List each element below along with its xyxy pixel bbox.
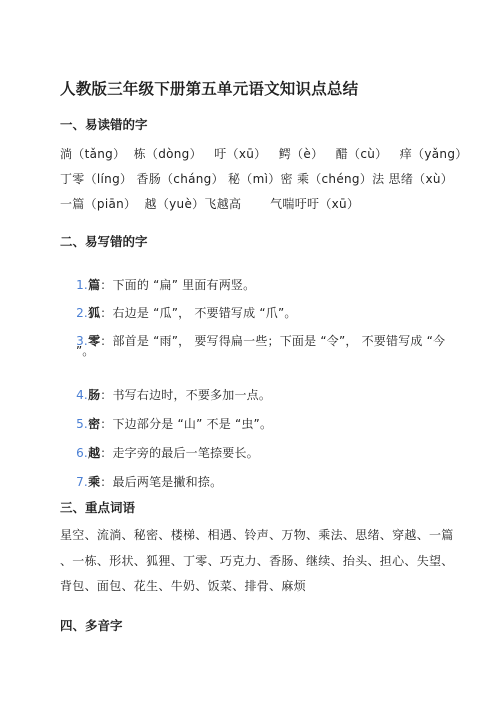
- list-text: ：右边是 “瓜”， 不要错写成 “爪”。: [100, 306, 297, 320]
- word-line: 背包、面包、花生、牛奶、饭菜、排骨、麻烦: [60, 579, 307, 593]
- pinyin-line: 淌（tǎng） 栋（dòng） 吁（xū） 鳄（è） 醋（cù） 痒（yǎng）: [60, 147, 468, 161]
- pinyin-line: 一篇（piān） 越（yuè）飞越高 气喘吁吁（xū）: [60, 197, 360, 211]
- section-heading-polyphones: 四、多音字: [60, 618, 123, 633]
- list-key-char: 篇: [88, 278, 101, 292]
- list-text: ：下面的 “扁” 里面有两竖。: [100, 278, 256, 292]
- section-heading-misread: 一、易读错的字: [60, 117, 148, 132]
- list-number: 6.: [76, 446, 88, 460]
- list-number: 4.: [76, 388, 88, 402]
- list-text: ：下边部分是 “山” 不是 “虫”。: [100, 417, 273, 431]
- document-title: 人教版三年级下册第五单元语文知识点总结: [60, 80, 359, 98]
- list-key-char: 乘: [88, 475, 101, 489]
- list-number: 2.: [76, 306, 88, 320]
- list-number: 1.: [76, 278, 88, 292]
- list-text-continuation: ”。: [76, 344, 95, 358]
- list-number: 7.: [76, 475, 88, 489]
- section-heading-miswritten: 二、易写错的字: [60, 234, 148, 249]
- list-number: 3.: [76, 334, 88, 348]
- list-key-char: 密: [88, 417, 101, 431]
- list-text: ：最后两笔是撇和捺。: [100, 475, 223, 489]
- list-key-char: 狐: [88, 306, 101, 320]
- list-item: [60, 318, 445, 363]
- list-text: ：走字旁的最后一笔捺要长。: [100, 446, 259, 460]
- section-heading-key-words: 三、重点词语: [60, 500, 136, 515]
- list-key-char: 肠: [88, 388, 101, 402]
- list-text: ：部首是 “雨”， 要写得扁一些；下面是 “令”， 不要错写成 “今: [100, 334, 446, 348]
- list-key-char: 越: [88, 446, 101, 460]
- pinyin-line: 丁零（líng） 香肠（cháng） 秘（mì）密 乘（chéng）法 思绪（xù）: [60, 172, 454, 186]
- word-line: 、一栋、形状、狐狸、丁零、巧克力、香肠、继续、抬头、担心、失望、: [60, 554, 454, 568]
- word-line: 星空、流淌、秘密、楼梯、相遇、铃声、万物、乘法、思绪、穿越、一篇: [60, 528, 454, 542]
- list-key-char: 零: [88, 334, 101, 348]
- list-number: 5.: [76, 417, 88, 431]
- list-text: ：书写右边时，不要多加一点。: [100, 388, 272, 402]
